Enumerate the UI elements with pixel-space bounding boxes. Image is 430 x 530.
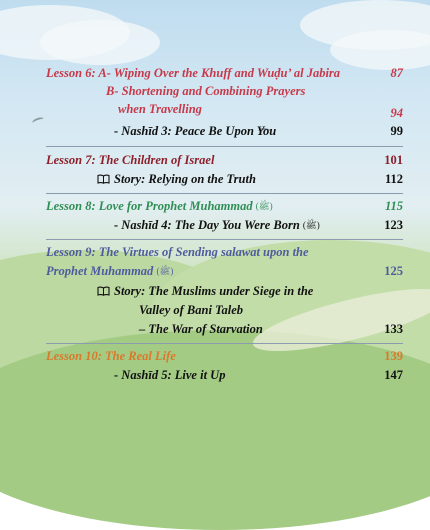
divider — [46, 239, 403, 240]
toc-entry-lesson-10[interactable]: Lesson 10: The Real Life — [46, 349, 176, 363]
toc-entry-story-siege-cont: Valley of Bani Taleb — [139, 303, 244, 317]
toc-entry-lesson-8[interactable]: Lesson 8: Love for Prophet Muhammad (ﷺ) — [46, 199, 273, 213]
toc-entry-story-relying[interactable]: Story: Relying on the Truth — [114, 172, 256, 186]
pbuh-glyph: (ﷺ) — [302, 220, 320, 230]
page-number: 94 — [390, 106, 403, 120]
toc-entry-lesson-6[interactable]: Lesson 6: A- Wiping Over the Khuff and Wuḍu’ al Jabira — [46, 66, 341, 80]
toc-entry-nashid-5[interactable]: - Nashīd 5: Live it Up — [114, 368, 226, 382]
pbuh-glyph: (ﷺ) — [255, 201, 273, 211]
book-icon — [97, 286, 110, 296]
page-number: 112 — [384, 172, 403, 186]
page-number: 101 — [384, 153, 403, 167]
toc-entry-nashid-3[interactable]: - Nashīd 3: Peace Be Upon You — [114, 124, 277, 138]
toc-entry-nashid-4[interactable]: - Nashīd 4: The Day You Were Born (ﷺ) — [114, 218, 320, 232]
page-number: 133 — [384, 322, 403, 336]
page-number: 147 — [384, 368, 403, 382]
page-number: 99 — [390, 124, 403, 138]
toc-entry-lesson-6b-cont: when Travelling — [118, 102, 202, 116]
divider — [46, 193, 403, 194]
toc-entry-lesson-9-cont: Prophet Muhammad (ﷺ) — [46, 264, 174, 278]
divider — [46, 146, 403, 147]
page-number: 87 — [390, 66, 403, 80]
pbuh-glyph: (ﷺ) — [156, 266, 174, 276]
page-number: 123 — [384, 218, 403, 232]
toc-entry-lesson-6b[interactable]: B- Shortening and Combining Prayers — [106, 84, 306, 98]
page-number: 139 — [384, 349, 403, 363]
page-number: 115 — [384, 199, 403, 213]
toc-entry-story-siege-cont2: – The War of Starvation — [139, 322, 263, 336]
book-icon — [97, 174, 110, 184]
divider — [46, 343, 403, 344]
toc-entry-story-siege[interactable]: Story: The Muslims under Siege in the — [114, 284, 314, 298]
toc-entry-lesson-7[interactable]: Lesson 7: The Children of Israel — [46, 153, 215, 167]
page-number: 125 — [384, 264, 403, 278]
toc-entry-lesson-9[interactable]: Lesson 9: The Virtues of Sending salawat upon the — [46, 245, 309, 259]
